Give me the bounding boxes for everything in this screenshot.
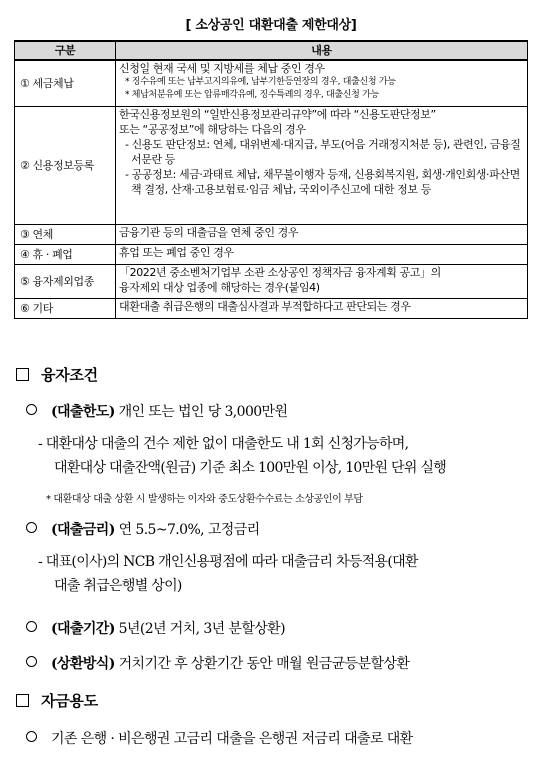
table-row [15,106,528,224]
fund-usage-text: 기존 은행 · 비은행권 고금리 대출을 은행권 저금리 대출로 대환 [51,731,413,747]
row-category: ② 신용정보등록 [15,106,116,224]
row-sub-item: - 공공정보: 세금·과태료 체납, 채무불이행자 등재, 신용회복지원, 회생·개인회생·파산면책 결정, 산재·고용보험료·임금 체납, 국외이주신고에 대한 정보 등 [125,167,520,196]
section-heading-loan-terms [16,364,98,385]
row-category: ④ 휴 · 폐업 [15,244,116,264]
loan-term-text: 5년(2년 거치, 3년 분할상환) [118,621,285,637]
section-heading-text: 자금용도 [41,692,98,710]
circle-bullet-icon [26,621,37,632]
loan-limit-detail [38,432,528,480]
table-row [15,298,528,318]
header-category: 구분 [15,41,116,60]
table-title: [ 소상공인 대환대출 제한대상] [185,18,357,33]
fund-usage-item [26,728,413,748]
row-note: * 체납처분유예 또는 압류매각유예, 징수특례의 경우, 대출신청 가능 [125,90,379,100]
loan-limit-label: (대출한도) [51,404,115,420]
table-row [15,224,528,244]
interest-rate-detail [38,550,528,598]
table-header-row [15,41,528,60]
section-heading-fund-usage [16,690,98,711]
row-category: ① 세금체납 [15,60,116,106]
circle-bullet-icon [26,656,37,667]
row-content [116,60,528,106]
row-content: 금융기관 등의 대출금을 연체 중인 경우 [116,224,528,244]
row-category: ⑤ 융자제외업종 [15,264,116,298]
table-row [15,60,528,106]
circle-bullet-icon [26,522,37,533]
square-bullet-icon [16,368,29,381]
table-row [15,244,528,264]
loan-term-label: (대출기간) [51,621,115,637]
row-category: ⑥ 기타 [15,298,116,318]
square-bullet-icon [16,694,29,707]
loan-term-item [26,618,285,638]
detail-line: 대출 취급은행별 상이) [54,578,182,594]
detail-line: - 대환대상 대출의 건수 제한 없이 대출한도 내 1회 신청가능하며, [38,436,409,452]
row-category: ③ 연체 [15,224,116,244]
row-content: 대환대출 취급은행의 대출심사결과 부적합하다고 판단되는 경우 [116,298,528,318]
header-content: 내용 [116,41,528,60]
section-heading-text: 융자조건 [41,366,98,384]
row-sub-item: - 신용도 판단정보: 연체, 대위변제·대지급, 부도(어음 거래정지처분 등), 관련인, 금융질서문란 등 [125,137,521,166]
row-line: 또는 “공공정보”에 해당하는 다음의 경우 [119,122,306,136]
detail-line: 대환대상 대출잔액(원금) 기준 최소 100만원 이상, 10만원 단위 실행 [54,460,447,476]
loan-limit-note: * 대환대상 대출 상환 시 발생하는 이자와 중도상환수수료는 소상공인이 부담 [46,494,363,505]
row-line: 융자제외 대상 업종에 해당하는 경우(붙임4) [119,280,320,294]
repayment-item [26,653,409,673]
repayment-label: (상환방식) [51,656,115,672]
detail-line: - 대표(이사)의 NCB 개인신용평점에 따라 대출금리 차등적용(대환 [38,554,418,570]
row-line: 신청일 현재 국세 및 지방세를 체납 중인 경우 [119,62,325,75]
restriction-table [14,40,528,319]
row-content: 휴업 또는 폐업 중인 경우 [116,244,528,264]
repayment-text: 거치기간 후 상환기간 동안 매월 원금균등분할상환 [118,656,410,672]
interest-rate-text: 연 5.5~7.0%, 고정금리 [118,522,260,538]
interest-rate-label: (대출금리) [51,522,115,538]
loan-limit-item [26,401,287,421]
row-note: * 징수유예 또는 납부고지의유예, 납부기한등연장의 경우, 대출신청 가능 [125,77,396,87]
loan-limit-text: 개인 또는 법인 당 3,000만원 [118,404,288,420]
row-line: 「2022년 중소벤처기업부 소관 소상공인 정책자금 융자계획 공고」의 [119,265,441,279]
row-line: 한국신용정보원의 “일반신용정보관리규약”에 따라 “신용도판단정보” [119,107,436,121]
table-row [15,264,528,298]
row-content [116,106,528,224]
circle-bullet-icon [26,404,37,415]
row-content [116,264,528,298]
circle-bullet-icon [26,731,37,742]
interest-rate-item [26,519,260,539]
